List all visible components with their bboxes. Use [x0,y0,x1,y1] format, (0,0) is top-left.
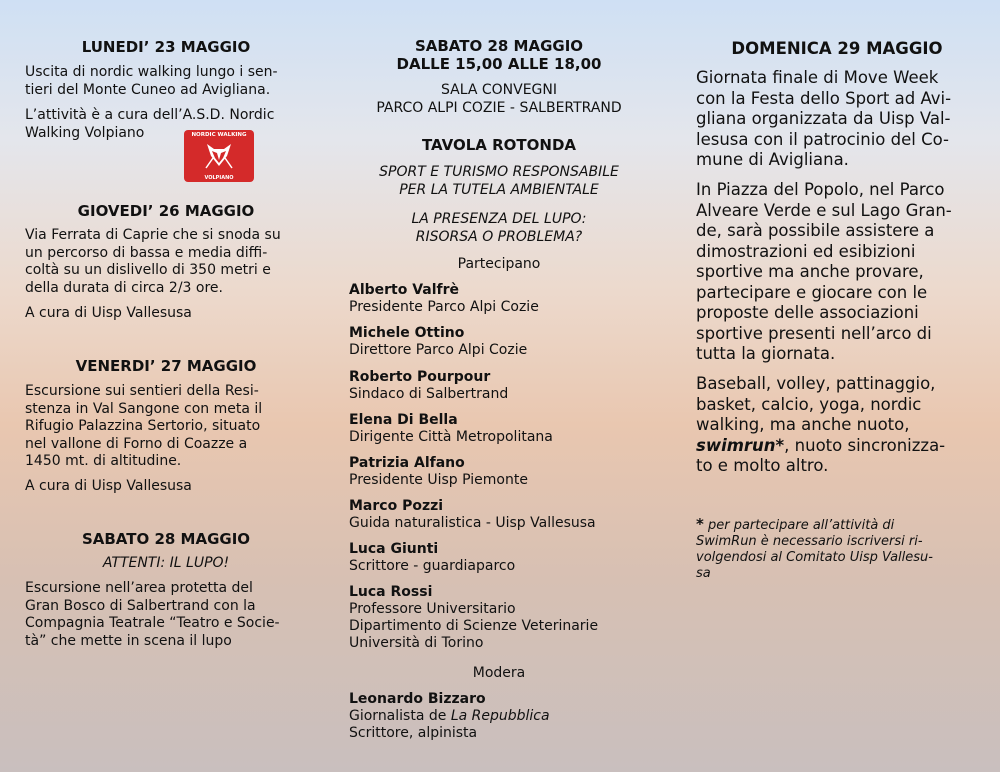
participant-name: Alberto Valfrè [349,282,460,298]
participant-role: Presidente Parco Alpi Cozie [349,299,539,315]
moderator-role-prefix: Giornalista de [349,708,451,724]
saturday-text-1: Escursione nell’area protetta del [25,580,253,596]
monday-text-1: Uscita di nordic walking lungo i sen- [25,64,278,80]
friday-credit: A cura di Uisp Vallesusa [25,478,192,494]
thursday-text-4: della durata di circa 2/3 ore. [25,279,223,296]
footnote-star: * [696,515,704,533]
sunday-p3-line: Baseball, volley, pattinaggio, [696,374,936,393]
participant-name: Marco Pozzi [349,498,444,514]
sunday-p1-line: mune di Avigliana. [696,150,849,169]
sunday-p2-line: proposte delle associazioni [696,303,919,322]
monday-title: LUNEDI’ 23 MAGGIO [81,38,251,56]
sunday-p2-line: de, sarà possibile assistere a [696,221,935,240]
monday-text-2: tieri del Monte Cuneo ad Avigliana. [25,81,271,98]
venue-hall: SALA CONVEGNI [440,82,557,98]
participants-label: Partecipano [457,256,541,272]
participant [349,541,649,575]
saturday-title: SABATO 28 MAGGIO [81,530,251,548]
participant-role: Dirigente Città Metropolitana [349,429,553,445]
sunday-title: DOMENICA 29 MAGGIO [731,39,943,58]
participant-name: Michele Ottino [349,325,465,341]
logo-bottom-text: VOLPIANO [204,175,234,181]
sunday-p1-line: Giornata finale di Move Week [696,68,939,87]
participant [349,584,649,652]
thursday-credit: A cura di Uisp Vallesusa [25,305,192,321]
participant-role: Guida naturalistica - Uisp Vallesusa [349,515,596,531]
thursday-text-3: coltà su un dislivello di 350 metri e [25,262,271,278]
saturday-text-3: Compagnia Teatrale “Teatro e Socie- [25,615,280,631]
sunday-p2-line: In Piazza del Popolo, nel Parco [696,180,945,199]
friday-text-1: Escursione sui sentieri della Resi- [25,383,259,399]
moderator-name: Leonardo Bizzaro [349,691,486,707]
participant [349,498,649,532]
sunday-p2-line: dimostrazioni ed esibizioni [696,241,916,261]
participant [349,455,649,489]
friday-text-3: Rifugio Palazzina Sertorio, situato [25,418,261,434]
participant-name: Roberto Pourpour [349,369,491,385]
footnote-line: SwimRun è necessario iscriversi ri- [696,534,923,549]
round-table-title: TAVOLA ROTONDA [421,136,577,154]
participant-role: Presidente Uisp Piemonte [349,472,528,488]
sunday-p3-after: , nuoto sincronizza- [784,435,946,455]
saturday-text-2: Gran Bosco di Salbertrand con la [25,597,256,614]
footnote-line: volgendosi al Comitato Uisp Vallesu- [696,550,933,565]
participant-role: Sindaco di Salbertrand [349,386,509,402]
topic-2-line-1: LA PRESENZA DEL LUPO: [411,211,587,227]
participant-role: Scrittore - guardiaparco [349,558,516,574]
sunday-p3-line: basket, calcio, yoga, nordic [696,394,922,414]
participant-name: Luca Rossi [349,584,433,600]
event-date: SABATO 28 MAGGIO [414,37,584,55]
footnote-text: per partecipare all’attività di [703,518,895,533]
sunday-p1-line: lesusa con il patrocinio del Co- [696,129,949,149]
moderator-label: Modera [472,665,526,681]
sunday-p1-line: con la Festa dello Sport ad Avi- [696,88,952,108]
sunday-p1-line: gliana organizzata da Uisp Val- [696,109,951,128]
sunday-p2-line: tutta la giornata. [696,344,836,363]
moderator-newspaper: La Repubblica [450,708,550,724]
venue-location: PARCO ALPI COZIE - SALBERTRAND [376,99,622,116]
participant [349,282,649,316]
thursday-title: GIOVEDI’ 26 MAGGIO [77,202,255,220]
thursday-text-1: Via Ferrata di Caprie che si snoda su [25,227,281,243]
event-time: DALLE 15,00 ALLE 18,00 [396,55,602,73]
friday-text-4: nel vallone di Forno di Coazze a [25,435,248,452]
moderator-role [349,708,649,725]
topic-1-line-2: PER LA TUTELA AMBIENTALE [399,181,599,198]
participant-role: Direttore Parco Alpi Cozie [349,342,528,358]
footnote-line: sa [696,566,711,581]
moderator [349,691,649,742]
participant [349,412,649,446]
saturday-text-4: tà” che mette in scena il lupo [25,632,232,649]
participant [349,325,649,359]
saturday-subtitle: ATTENTI: IL LUPO! [102,555,230,571]
topic-1-line-1: SPORT E TURISMO RESPONSABILE [379,164,619,180]
sunday-p3-line: to e molto altro. [696,456,829,475]
topic-2-line-2: RISORSA O PROBLEMA? [415,228,583,245]
sunday-p2-line: Alveare Verde e sul Lago Gran- [696,200,952,220]
participant-role: Dipartimento di Scienze Veterinarie [349,618,599,634]
participant [349,369,649,403]
nordic-walking-volpiano-logo [184,130,254,182]
fox-icon [205,140,233,172]
thursday-text-2: un percorso di bassa e media diffi- [25,244,268,261]
monday-credit-2: Walking Volpiano [25,124,145,141]
footnote-line [696,516,978,534]
moderator-role-2: Scrittore, alpinista [349,725,478,741]
sunday-p2-line: sportive presenti nell’arco di [696,323,932,343]
participant-role: Università di Torino [349,635,484,651]
swimrun-highlight: swimrun* [696,435,785,455]
sunday-p3-line: walking, ma anche nuoto, [696,415,910,434]
friday-title: VENERDI’ 27 MAGGIO [75,357,257,375]
participant-name: Elena Di Bella [349,412,458,428]
logo-top-text: NORDIC WALKING [191,132,247,138]
sunday-p3-line [696,436,978,457]
monday-credit-1: L’attività è a cura dell’A.S.D. Nordic [25,107,275,123]
friday-text-2: stenza in Val Sangone con meta il [25,400,263,417]
participant-name: Patrizia Alfano [349,455,465,471]
participant-role: Professore Universitario [349,601,516,617]
friday-text-5: 1450 mt. di altitudine. [25,453,182,469]
sunday-p2-line: sportive ma anche provare, [696,262,924,281]
sunday-p2-line: partecipare e giocare con le [696,282,928,302]
participant-name: Luca Giunti [349,541,439,557]
